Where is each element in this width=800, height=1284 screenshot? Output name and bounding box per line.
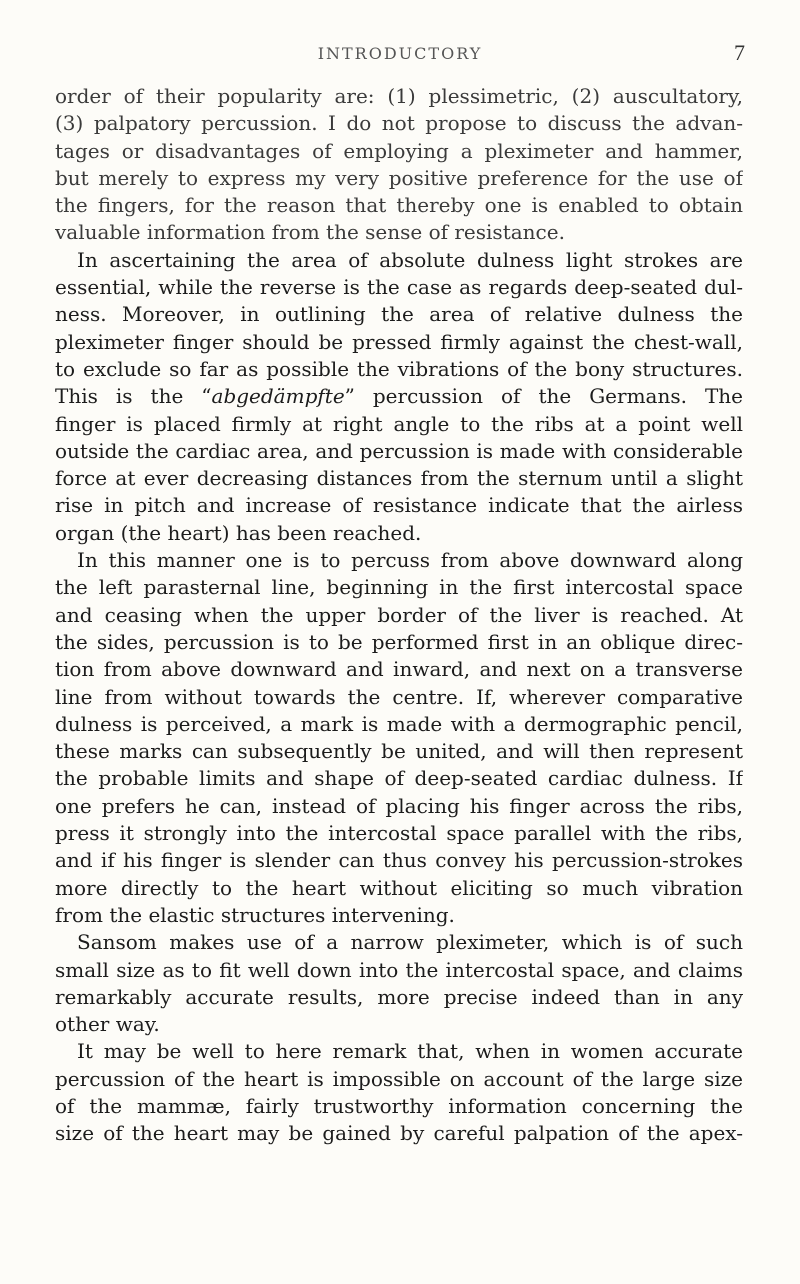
- text-line: In ascertaining the area of absolute dulness light strokes are: [77, 247, 743, 272]
- german-term: abgedämpfte: [211, 384, 345, 409]
- body-text: [55, 83, 743, 1148]
- text-line: pleximeter finger should be pressed firmly against the chest-wall,: [55, 329, 743, 354]
- text-line: line from without towards the centre. If, wherever comparative: [55, 684, 743, 709]
- text-line: essential, while the reverse is the case as regards deep-seated dul-: [55, 275, 743, 300]
- text-line: other way.: [55, 1012, 160, 1037]
- text-line: percussion of the heart is impossible on account of the large size: [55, 1066, 743, 1091]
- text-line: press it strongly into the intercostal space parallel with the ribs,: [55, 821, 743, 846]
- text-line: but merely to express my very positive preference for the use of: [55, 165, 743, 190]
- text-line: (3) palpatory percussion. I do not propose to discuss the advan-: [55, 111, 743, 136]
- text-line: tion from above downward and inward, and next on a transverse: [55, 657, 743, 682]
- text-line: more directly to the heart without eliciting so much vibration: [55, 875, 743, 900]
- text-line: size of the heart may be gained by careful palpation of the apex-: [55, 1121, 743, 1146]
- text-line: tages or disadvantages of employing a pleximeter and hammer,: [55, 138, 743, 163]
- text-line: the fingers, for the reason that thereby one is enabled to obtain: [55, 193, 743, 218]
- text-line: dulness is perceived, a mark is made with a dermographic pencil,: [55, 711, 743, 736]
- text-line: Sansom makes use of a narrow pleximeter, which is of such: [77, 930, 743, 955]
- text-line: remarkably accurate results, more precise indeed than in any: [55, 984, 743, 1009]
- text-line: the sides, percussion is to be performed first in an oblique direc-: [55, 629, 743, 654]
- running-title: INTRODUCTORY: [317, 44, 483, 63]
- text-line: force at ever decreasing distances from the sternum until a slight: [55, 466, 743, 491]
- text-line: from the elastic structures intervening.: [55, 902, 455, 927]
- text-line: and ceasing when the upper border of the liver is reached. At: [55, 602, 743, 627]
- text-line: order of their popularity are: (1) plessimetric, (2) auscultatory,: [55, 84, 743, 108]
- text-line: finger is placed firmly at right angle to the ribs at a point well: [55, 411, 743, 436]
- text-line: rise in pitch and increase of resistance indicate that the airless: [55, 493, 743, 518]
- text-line: to exclude so far as possible the vibrations of the bony structures.: [55, 356, 743, 381]
- text-line: organ (the heart) has been reached.: [55, 520, 422, 545]
- text-line: the left parasternal line, beginning in the first intercostal space: [55, 575, 743, 600]
- text-line: valuable information from the sense of resistance.: [55, 220, 565, 245]
- text-line: of the mammæ, fairly trustworthy information concerning the: [55, 1093, 743, 1118]
- text-line: This is the “abgedämpfte” percussion of the Germans. The: [55, 384, 743, 409]
- text-line: and if his finger is slender can thus convey his percussion-strokes: [55, 848, 743, 873]
- page-header: [55, 40, 745, 70]
- text-line: It may be well to here remark that, when in women accurate: [77, 1039, 743, 1064]
- text-line: one prefers he can, instead of placing his finger across the ribs,: [55, 793, 743, 818]
- text-line: small size as to fit well down into the intercostal space, and claims: [55, 957, 743, 982]
- text-line: outside the cardiac area, and percussion is made with considerable: [55, 438, 743, 463]
- text-line: the probable limits and shape of deep-seated cardiac dulness. If: [55, 766, 743, 791]
- text-line: ness. Moreover, in outlining the area of relative dulness the: [55, 302, 743, 327]
- page-number: 7: [734, 40, 745, 65]
- text-line: In this manner one is to percuss from above downward along: [77, 548, 743, 573]
- text-line: these marks can subsequently be united, and will then represent: [55, 739, 743, 764]
